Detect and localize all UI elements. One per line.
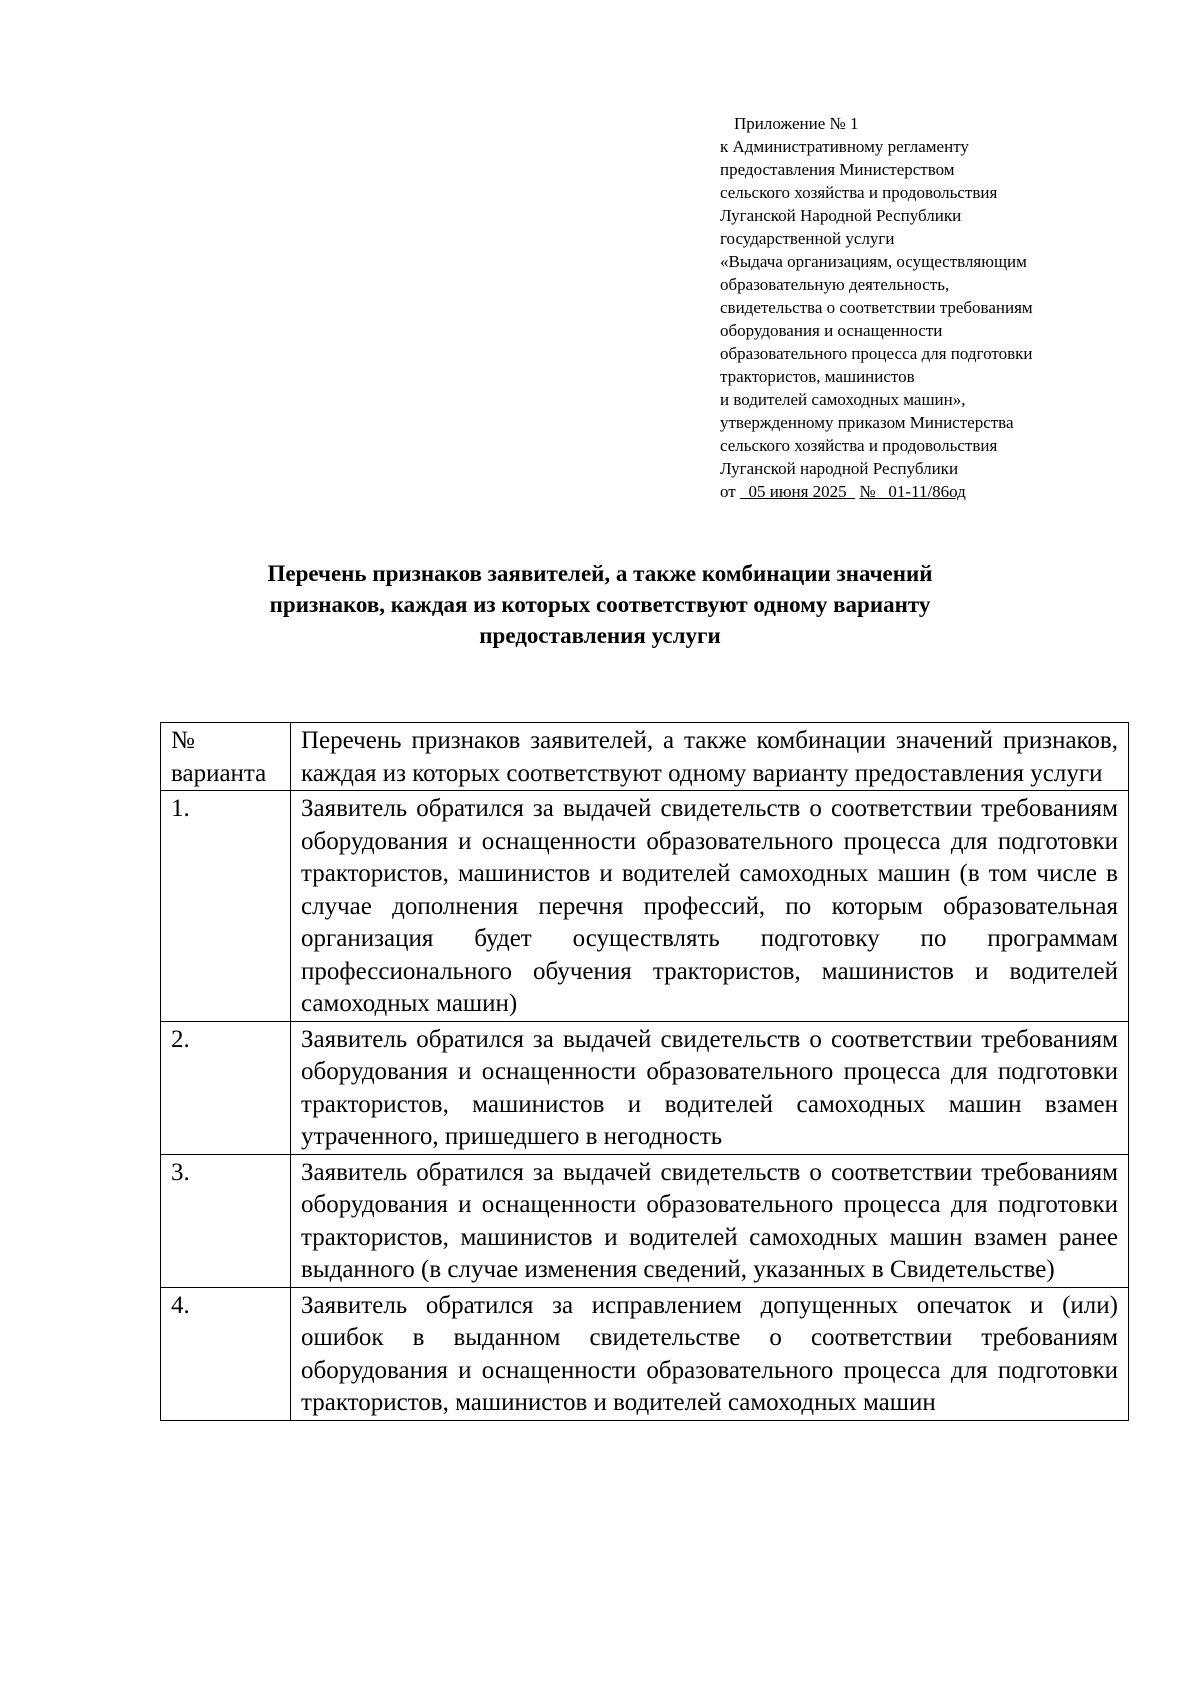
document-title	[0, 558, 1200, 651]
order-date: 05 июня 2025	[748, 482, 847, 501]
table-header-row	[161, 723, 1129, 791]
variant-number: 4.	[161, 1287, 291, 1420]
appendix-line: к Административному регламенту	[720, 137, 969, 156]
appendix-line: предоставления Министерством	[720, 160, 955, 179]
order-number: № 01-11/86од	[859, 482, 966, 501]
header-variant-number: № варианта	[161, 723, 291, 791]
appendix-line: «Выдача организациям, осуществляющим	[720, 252, 1027, 271]
appendix-block	[720, 112, 1120, 503]
appendix-date-line	[720, 480, 1120, 503]
table-row	[161, 1287, 1129, 1420]
variant-number: 1.	[161, 791, 291, 1022]
appendix-line: государственной услуги	[720, 229, 895, 248]
title-line: признаков, каждая из которых соответствуют одному варианту	[269, 592, 931, 617]
variant-description: Заявитель обратился за выдачей свидетельств о соответствии требованиям оборудования и оснащенности образовательного процесса для подготовки трактористов, машинистов и водителей самоходных машин (в том числе в случае дополнения перечня профессий, по которым образовательная организация будет осуществлять подготовку по программам профессионального обучения трактористов, машинистов и водителей самоходных машин)	[291, 791, 1129, 1022]
variant-number: 2.	[161, 1021, 291, 1154]
date-prefix: от	[720, 482, 736, 501]
appendix-line: сельского хозяйства и продовольствия	[720, 183, 998, 202]
appendix-line: Луганской Народной Республики	[720, 206, 962, 225]
appendix-line: и водителей самоходных машин»,	[720, 390, 966, 409]
table-row	[161, 1021, 1129, 1154]
variant-description: Заявитель обратился за исправлением допущенных опечаток и (или) ошибок в выданном свидетельстве о соответствии требованиям оборудования и оснащенности образовательного процесса для подготовки трактористов, машинистов и водителей самоходных машин	[291, 1287, 1129, 1420]
variant-description: Заявитель обратился за выдачей свидетельств о соответствии требованиям оборудования и оснащенности образовательного процесса для подготовки трактористов, машинистов и водителей самоходных машин взамен ранее выданного (в случае изменения сведений, указанных в Свидетельстве)	[291, 1154, 1129, 1287]
variant-number: 3.	[161, 1154, 291, 1287]
appendix-line: сельского хозяйства и продовольствия	[720, 436, 998, 455]
appendix-line: Приложение № 1	[734, 114, 859, 133]
appendix-line: образовательного процесса для подготовки	[720, 344, 1033, 363]
appendix-line: трактористов, машинистов	[720, 367, 915, 386]
appendix-line: утвержденному приказом Министерства	[720, 413, 1014, 432]
table-row	[161, 791, 1129, 1022]
title-line: Перечень признаков заявителей, а также комбинации значений	[267, 561, 933, 586]
header-criteria: Перечень признаков заявителей, а также комбинации значений признаков, каждая из которых соответствуют одному варианту предоставления услуги	[291, 723, 1129, 791]
variant-description: Заявитель обратился за выдачей свидетельств о соответствии требованиям оборудования и оснащенности образовательного процесса для подготовки трактористов, машинистов и водителей самоходных машин взамен утраченного, пришедшего в негодность	[291, 1021, 1129, 1154]
appendix-line: образовательную деятельность,	[720, 275, 950, 294]
appendix-line: Луганской народной Республики	[720, 459, 959, 478]
appendix-line: оборудования и оснащенности	[720, 321, 943, 340]
appendix-line: свидетельства о соответствии требованиям	[720, 298, 1033, 317]
table-row	[161, 1154, 1129, 1287]
title-line: предоставления услуги	[479, 623, 721, 648]
variants-table	[160, 722, 1129, 1421]
